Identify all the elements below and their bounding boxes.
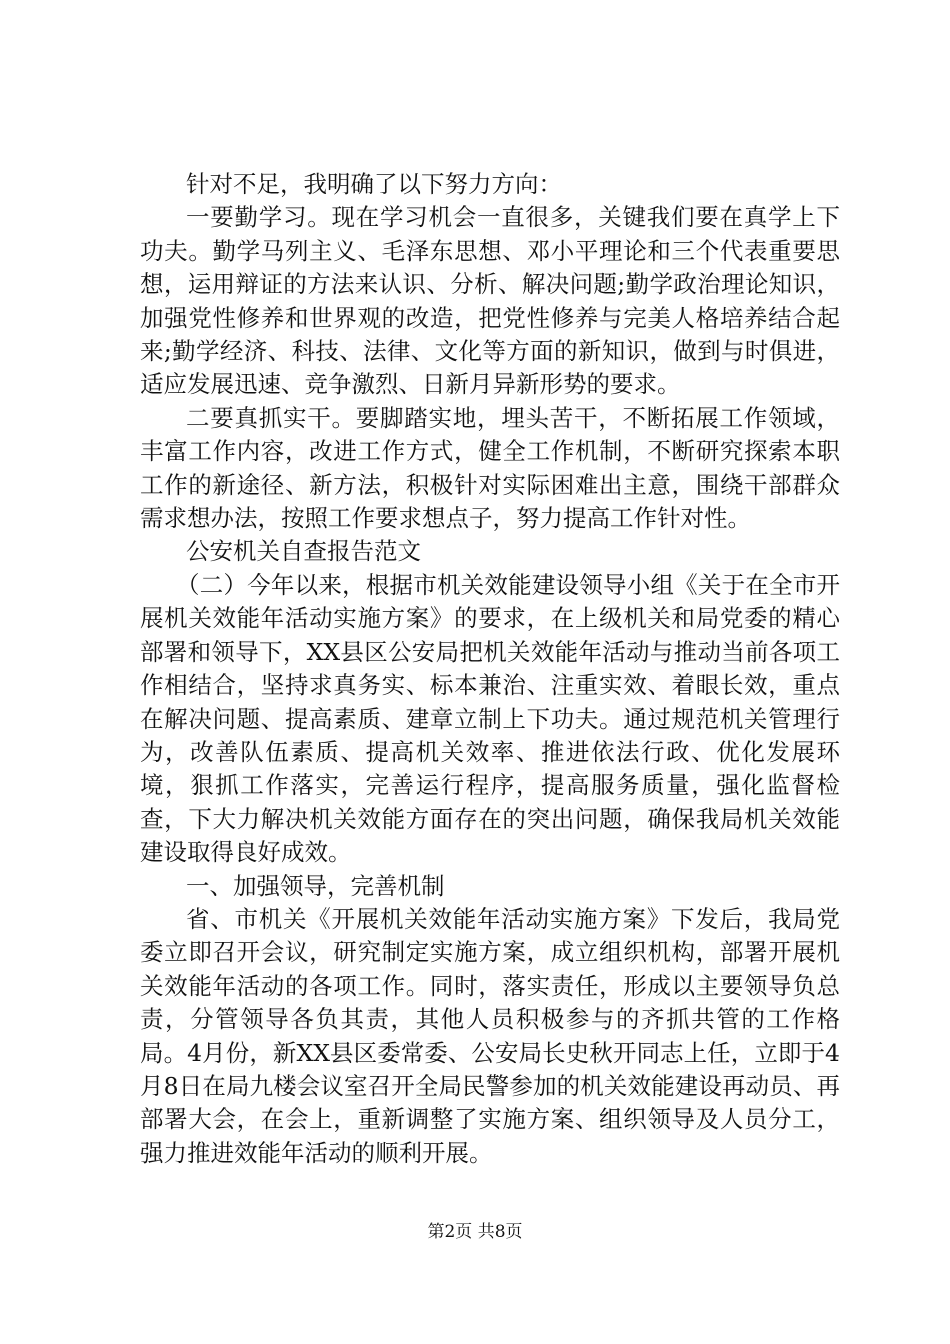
page-footer — [0, 1222, 950, 1242]
document-body — [140, 168, 840, 1170]
section-heading-leadership: 一、加强领导，完善机制 — [186, 871, 445, 900]
paragraph-study: 一要勤学习。现在学习机会一直很多，关键我们要在真学上下功夫。勤学马列主义、毛泽东思想、邓小平理论和三个代表重要思想，运用辩证的方法来认识、分析、解决问题;勤学政治理论知识，加强党性修养和世界观的改造，把党性修养与完美人格培养结合起来;勤学经济、科技、法律、文化等方面的新知识，做到与时俱进，适应发展迅速、竞争激烈、日新月异新形势的要求。 — [140, 203, 840, 399]
paragraph-practice: 二要真抓实干。要脚踏实地，埋头苦干，不断拓展工作领域，丰富工作内容，改进工作方式，健全工作机制，不断研究探索本职工作的新途径、新方法，积极针对实际困难出主意，围绕干部群众需求想办法，按照工作要求想点子，努力提高工作针对性。 — [140, 403, 840, 533]
paragraph-intro: 针对不足，我明确了以下努力方向： — [186, 170, 562, 198]
paragraph-leadership: 省、市机关《开展机关效能年活动实施方案》下发后，我局党委立即召开会议，研究制定实施方案，成立组织机构，部署开展机关效能年活动的各项工作。同时，落实责任，形成以主要领导负总责，分管领导各负其责，其他人员积极参与的齐抓共管的工作格局。4月份，新XX县区委常委、公安局长史秋开同志上任，立即于4月8日在局九楼会议室召开全局民警参加的机关效能建设再动员、再部署大会，在会上，重新调整了实施方案、组织领导及人员分工，强力推进效能年活动的顺利开展。 — [140, 904, 840, 1167]
page-number: 第2页 — [427, 1222, 473, 1242]
section-title: 公安机关自查报告范文 — [186, 537, 421, 566]
paragraph-overview: （二）今年以来，根据市机关效能建设领导小组《关于在全市开展机关效能年活动实施方案》的要求，在上级机关和局党委的精心部署和领导下，XX县区公安局把机关效能年活动与推动当前各项工作相结合，坚持求真务实、标本兼治、注重实效、着眼长效，重点在解决问题、提高素质、建章立制上下功夫。通过规范机关管理行为，改善队伍素质、提高机关效率、推进依法行政、优化发展环境，狠抓工作落实，完善运行程序，提高服务质量，强化监督检查，下大力解决机关效能方面存在的突出问题，确保我局机关效能建设取得良好成效。 — [140, 570, 840, 867]
page-total: 共8页 — [477, 1222, 523, 1242]
